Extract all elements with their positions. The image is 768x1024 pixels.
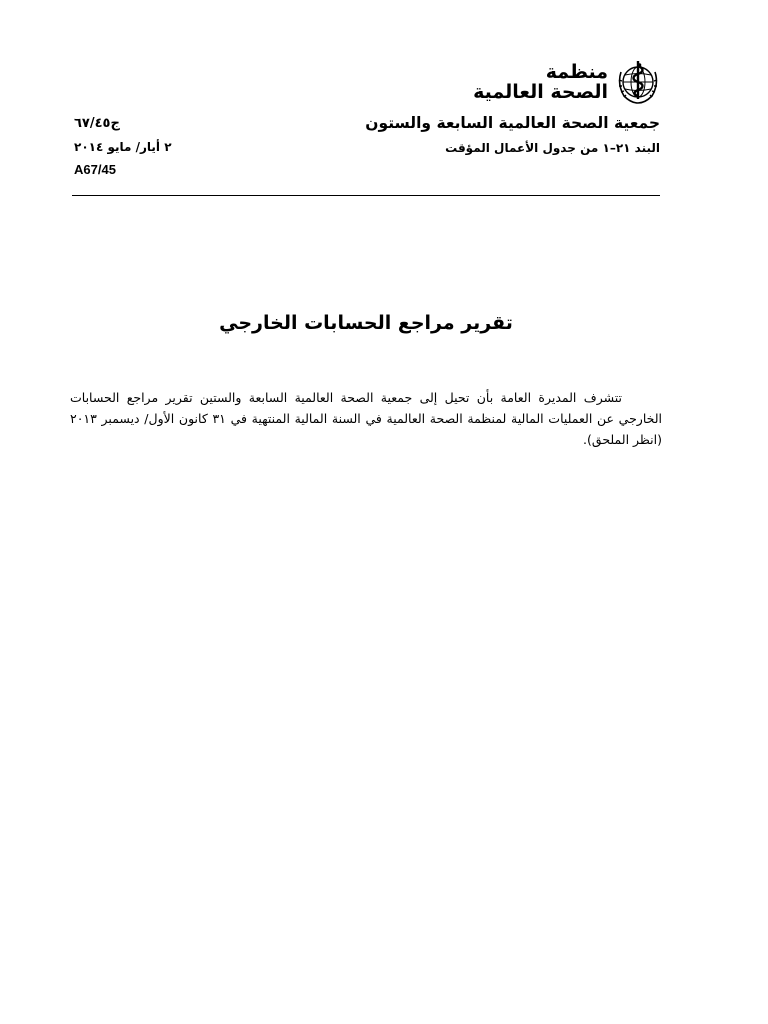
document-date: ٢ أيار/ مايو ٢٠١٤	[74, 140, 172, 154]
who-emblem-icon	[614, 58, 662, 106]
org-name-line2: الصحة العالمية	[473, 81, 608, 103]
organization-name	[473, 62, 608, 102]
document-code-english: A67/45	[74, 162, 116, 177]
report-title: تقرير مراجع الحسابات الخارجي	[219, 312, 513, 334]
organization-logo	[473, 58, 662, 106]
agenda-item: البند ٢١–١ من جدول الأعمال المؤقت	[445, 141, 660, 155]
header-divider	[72, 195, 660, 196]
assembly-title: جمعية الصحة العالمية السابعة والستون	[365, 114, 660, 132]
body-paragraph: تتشرف المديرة العامة بأن تحيل إلى جمعية الصحة العالمية السابعة والستين تقرير مراجع الحسابات الخارجي عن العمليات المالية لمنظمة الصحة العالمية في السنة المالية المنتهية في ٣١ كانون الأول/ ديسمبر ٢٠١٣ (انظر الملحق).	[70, 389, 662, 447]
document-code-arabic: ج٦٧/٤٥	[74, 116, 120, 131]
org-name-line1: منظمة	[545, 61, 608, 83]
